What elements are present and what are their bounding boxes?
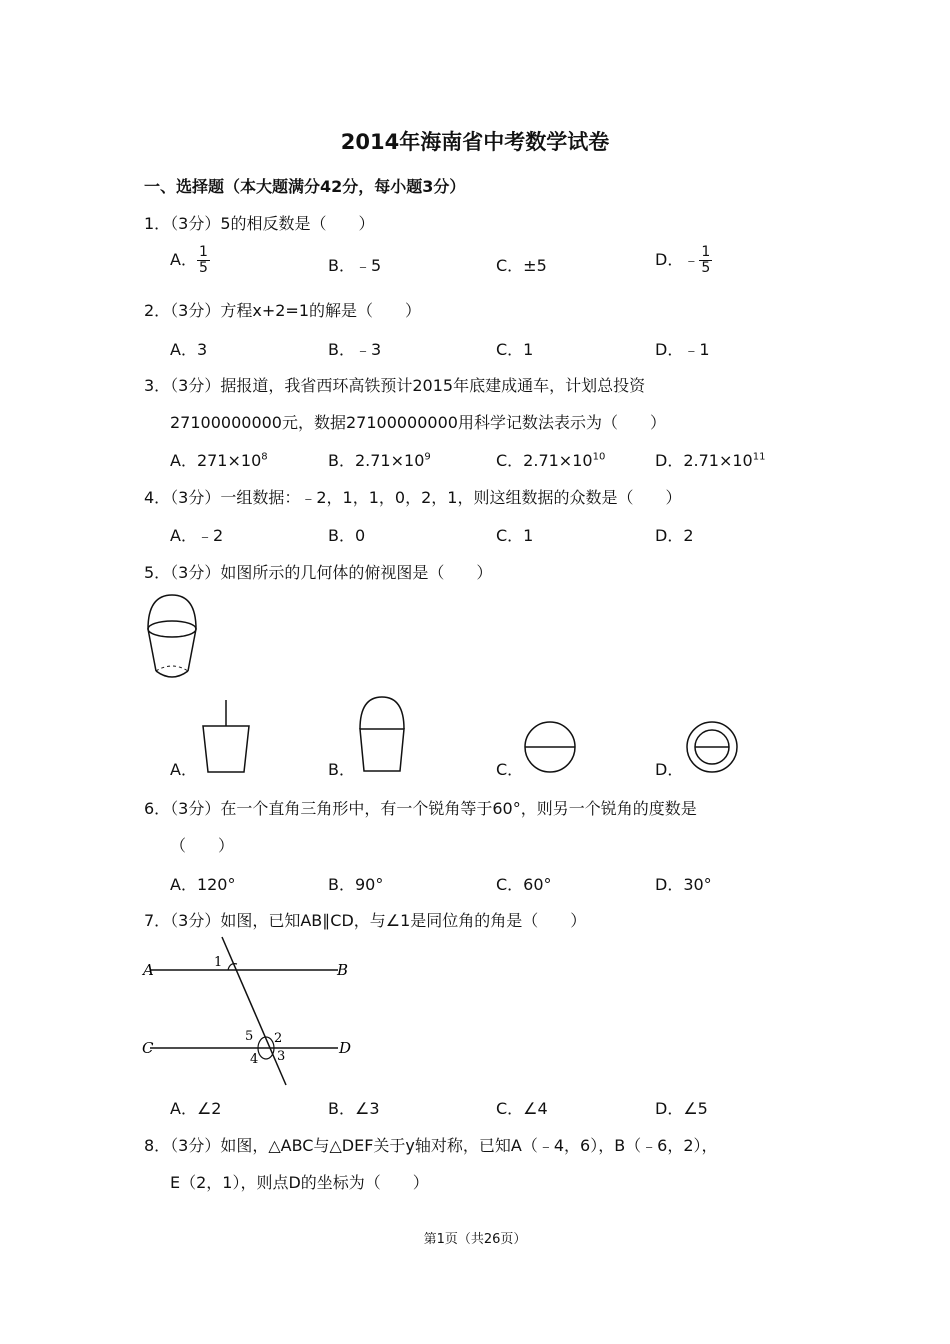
- q3-a-exponent: 8: [261, 451, 268, 463]
- q3-c-exponent: 10: [592, 451, 606, 463]
- q3-a-base: A．271×10: [170, 451, 262, 470]
- q6-option-d: D．30°: [655, 875, 712, 894]
- q5-option-a-label: A．: [170, 760, 197, 779]
- angle-3-label: 3: [277, 1049, 286, 1064]
- section-heading: 一、选择题（本大题满分42分，每小题3分）: [144, 177, 466, 196]
- q5-option-b-label: B．: [328, 760, 355, 779]
- q3-c-base: C．2.71×10: [496, 451, 593, 470]
- point-a-label: A: [143, 961, 154, 979]
- q5-option-d-figure: [686, 721, 738, 773]
- q1-d-denominator: 5: [701, 260, 711, 276]
- parallel-lines-figure: [140, 935, 360, 1087]
- question-6-stem-line1: 6．（3分）在一个直角三角形中，有一个锐角等于60°，则另一个锐角的度数是: [144, 799, 697, 818]
- q7-option-b: B．∠3: [328, 1099, 380, 1118]
- q7-option-a: A．∠2: [170, 1099, 222, 1118]
- q1-option-d-fraction: [699, 245, 712, 276]
- q4-option-c: C．1: [496, 526, 534, 545]
- q5-option-a-figure: [200, 700, 252, 774]
- point-d-label: D: [339, 1039, 352, 1057]
- q7-option-d: D．∠5: [655, 1099, 708, 1118]
- q5-option-b-figure: [356, 695, 408, 773]
- q2-option-d: D．﹣1: [655, 340, 710, 359]
- question-3-stem-line2: 27100000000元，数据27100000000用科学记数法表示为（ ）: [170, 413, 666, 432]
- q1-option-a-fraction: [197, 245, 210, 276]
- q4-option-a: A．﹣2: [170, 526, 224, 545]
- q1-a-numerator: 1: [198, 244, 208, 260]
- question-3-stem-line1: 3．（3分）据报道，我省西环高铁预计2015年底建成通车，计划总投资: [144, 376, 646, 395]
- angle-5-label: 5: [245, 1029, 254, 1044]
- q6-option-b: B．90°: [328, 875, 384, 894]
- q2-option-a: A．3: [170, 340, 208, 359]
- q3-option-d: [655, 448, 765, 471]
- q3-option-a: [170, 448, 268, 471]
- q1-option-a: [170, 245, 210, 276]
- question-6-stem-line2: （ ）: [170, 836, 235, 855]
- question-8-stem-line2: E（2，1），则点D的坐标为（ ）: [170, 1173, 429, 1192]
- q1-option-a-label: A．: [170, 250, 197, 269]
- q5-option-d-label: D．: [655, 760, 684, 779]
- q5-option-c-label: C．: [496, 760, 524, 779]
- q3-d-exponent: 11: [752, 451, 766, 463]
- q5-option-c-figure: [524, 721, 576, 773]
- q3-option-c: [496, 448, 605, 471]
- q3-b-exponent: 9: [424, 451, 431, 463]
- q3-b-base: B．2.71×10: [328, 451, 425, 470]
- point-b-label: B: [337, 961, 349, 979]
- q4-option-b: B．0: [328, 526, 366, 545]
- question-4-stem: 4．（3分）一组数据：﹣2，1，1，0，2，1，则这组数据的众数是（ ）: [144, 488, 682, 507]
- q2-option-b: B．﹣3: [328, 340, 382, 359]
- question-2-stem: 2．（3分）方程x+2=1的解是（ ）: [144, 301, 422, 320]
- angle-2-label: 2: [274, 1031, 283, 1046]
- question-1-stem: 1．（3分）5的相反数是（ ）: [144, 214, 375, 233]
- q6-option-c: C．60°: [496, 875, 552, 894]
- q7-option-c: C．∠4: [496, 1099, 548, 1118]
- q1-d-numerator: 1: [701, 244, 711, 260]
- question-7-stem: 7．（3分）如图，已知AB∥CD，与∠1是同位角的角是（ ）: [144, 911, 587, 930]
- question-8-stem-line1: 8．（3分）如图，△ABC与△DEF关于y轴对称，已知A（﹣4，6），B（﹣6，2），: [144, 1136, 718, 1155]
- q1-a-denominator: 5: [198, 260, 208, 276]
- page-title: 2014年海南省中考数学试卷: [340, 130, 610, 154]
- q1-option-d: [655, 245, 712, 276]
- q1-option-d-label: D．﹣: [655, 250, 700, 269]
- q1-option-b: B．﹣5: [328, 256, 382, 275]
- bucket-solid-figure: [142, 595, 202, 685]
- q3-d-base: D．2.71×10: [655, 451, 753, 470]
- angle-1-label: 1: [214, 955, 223, 970]
- angle-4-label: 4: [250, 1052, 259, 1067]
- q4-option-d: D．2: [655, 526, 694, 545]
- q6-option-a: A．120°: [170, 875, 236, 894]
- point-c-label: C: [142, 1039, 154, 1057]
- q1-option-c: C．±5: [496, 256, 547, 275]
- q3-option-b: [328, 448, 431, 471]
- question-5-stem: 5．（3分）如图所示的几何体的俯视图是（ ）: [144, 563, 493, 582]
- q2-option-c: C．1: [496, 340, 534, 359]
- page-footer: 第1页（共26页）: [423, 1232, 527, 1247]
